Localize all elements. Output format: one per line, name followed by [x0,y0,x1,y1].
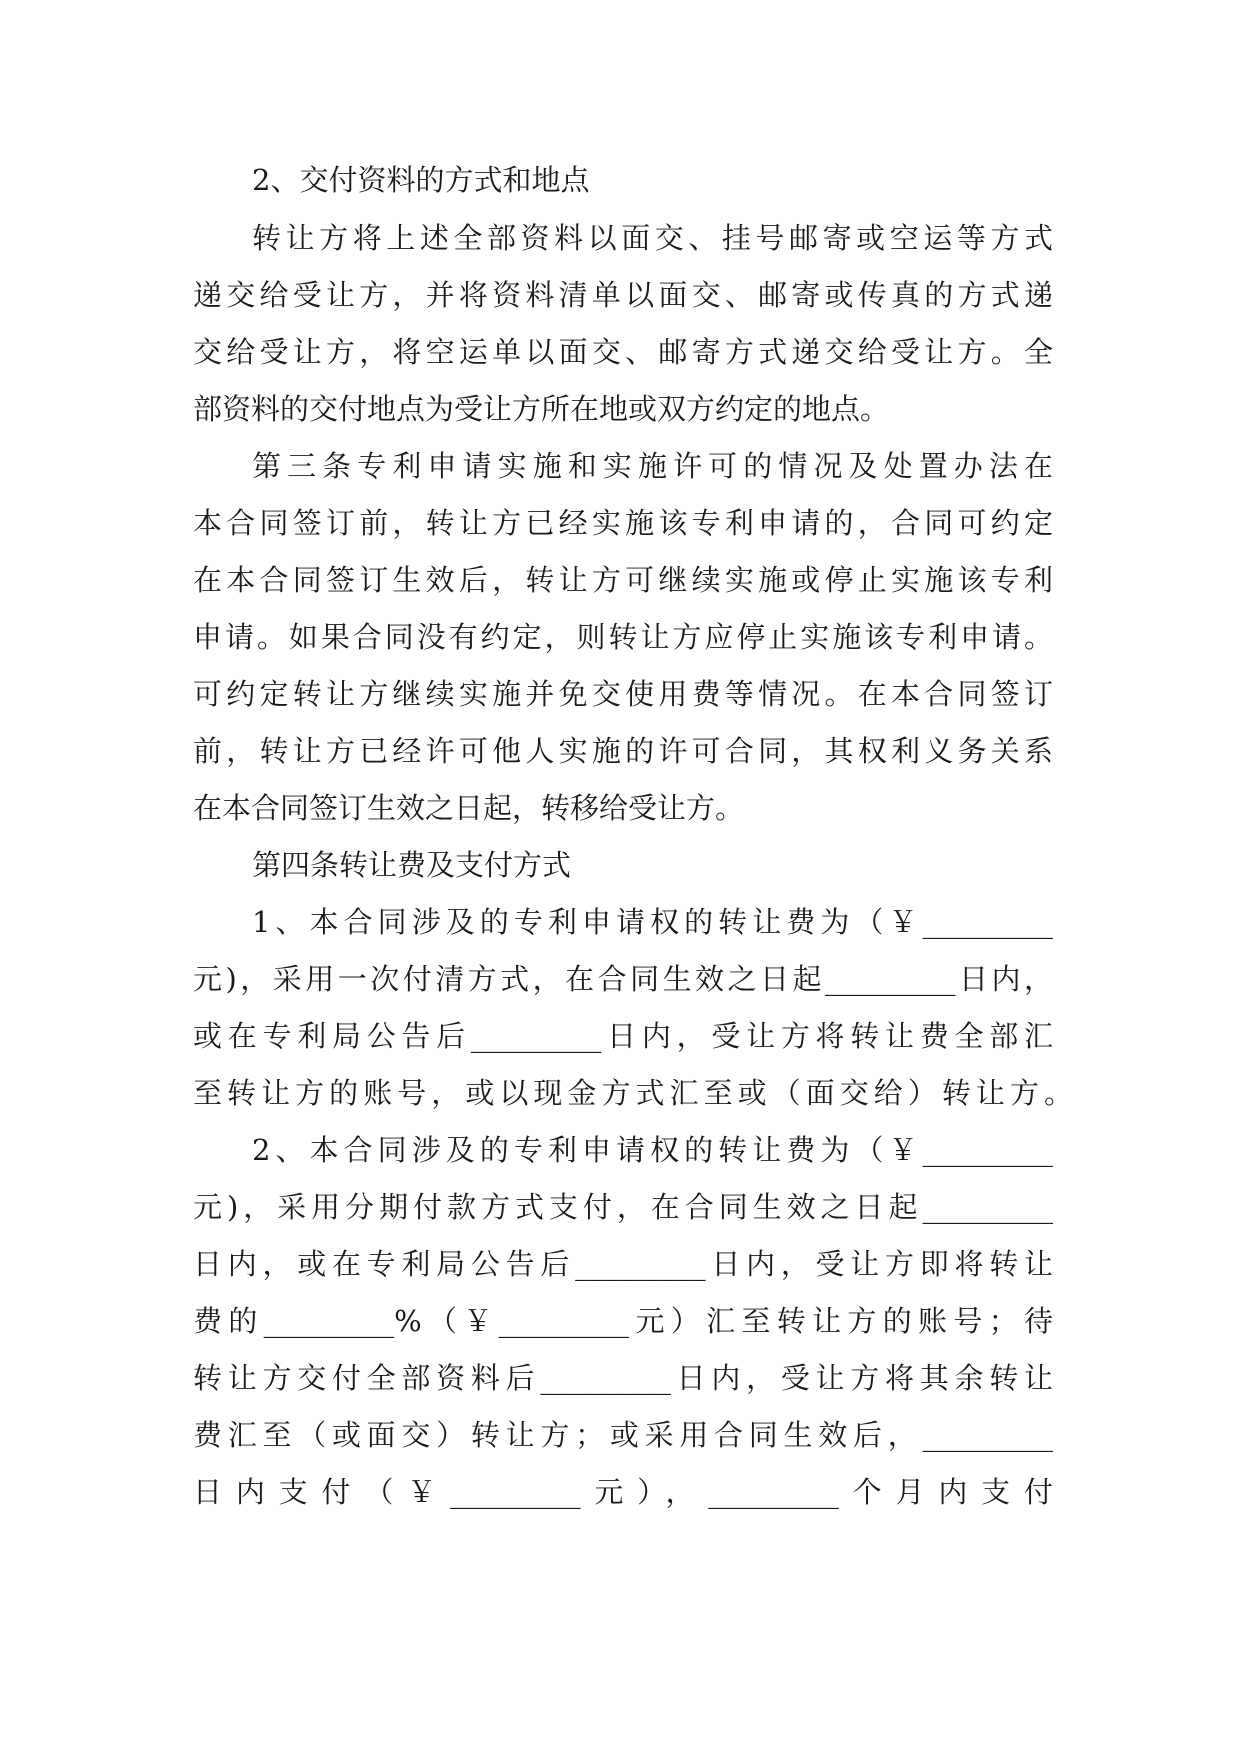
article-3-heading: 第三条专利申请实施和实施许可的情况及处置办法在 [252,449,1053,483]
paragraph-line: 转让方将上述全部资料以面交、挂号邮寄或空运等方式 [252,221,1053,255]
clause-2-line: 2、本合同涉及的专利申请权的转让费为（￥_________ [252,1133,1053,1167]
paragraph-line: 申请。如果合同没有约定，则转让方应停止实施该专利申请。 [193,620,1053,654]
article-4-heading: 第四条转让费及支付方式 [252,848,572,882]
paragraph-line: 本合同签订前，转让方已经实施该专利申请的，合同可约定 [193,506,1053,540]
paragraph-line: 元)，采用分期付款方式支付，在合同生效之日起_________ [193,1190,1053,1224]
paragraph-line: 部资料的交付地点为受让方所在地或双方约定的地点。 [193,392,890,426]
paragraph-line: 在本合同签订生效之日起，转移给受让方。 [193,791,745,825]
paragraph-line: 交给受让方，将空运单以面交、邮寄方式递交给受让方。全 [193,335,1053,369]
paragraph-line: 费汇至（或面交）转让方；或采用合同生效后，_________ [193,1418,1053,1452]
paragraph-line: 费的_________%（￥_________元）汇至转让方的账号；待 [193,1304,1053,1338]
paragraph-line: 日内，或在专利局公告后_________日内，受让方即将转让 [193,1247,1053,1281]
paragraph-line: 递交给受让方，并将资料清单以面交、邮寄或传真的方式递 [193,278,1053,312]
paragraph-line: 元)，采用一次付清方式，在合同生效之日起_________日内， [193,962,1053,996]
paragraph-line: 或在专利局公告后_________日内，受让方将转让费全部汇 [193,1019,1053,1053]
clause-1-line: 1、本合同涉及的专利申请权的转让费为（￥_________ [252,905,1053,939]
paragraph-line: 至转让方的账号，或以现金方式汇至或（面交给）转让方。 [193,1076,1073,1110]
paragraph-line: 在本合同签订生效后，转让方可继续实施或停止实施该专利 [193,563,1053,597]
paragraph-line: 转让方交付全部资料后_________日内，受让方将其余转让 [193,1361,1053,1395]
paragraph-line: 前，转让方已经许可他人实施的许可合同，其权利义务关系 [193,734,1053,768]
paragraph-line: 可约定转让方继续实施并免交使用费等情况。在本合同签订 [193,677,1053,711]
paragraph-line: 日内支付（￥_________元），_________个月内支付 [193,1475,1053,1509]
section-heading-delivery-method: 2、交付资料的方式和地点 [252,163,590,197]
